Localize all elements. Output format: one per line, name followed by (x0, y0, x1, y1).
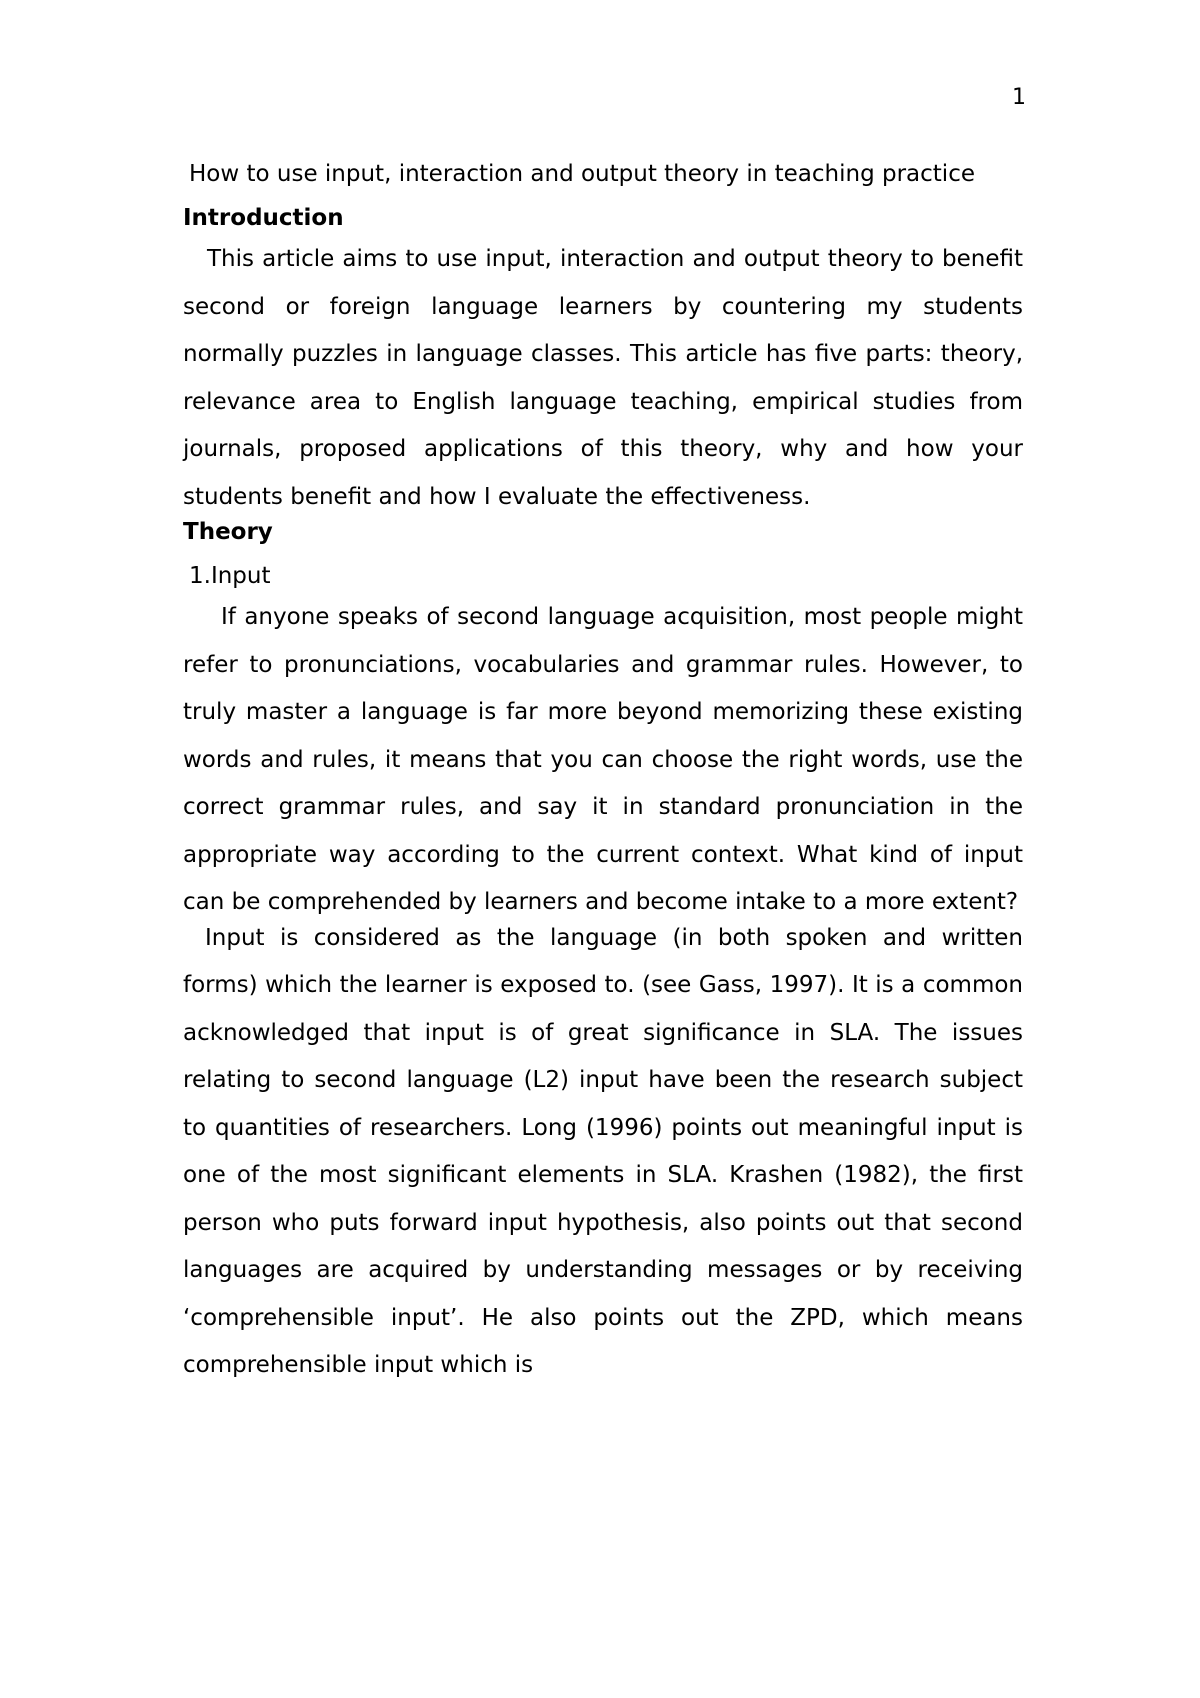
page-number: 1 (1012, 85, 1026, 110)
document-body (183, 160, 1023, 1387)
input-paragraph-1: If anyone speaks of second language acquisition, most people might refer to pronunciations, vocabularies and grammar rules. However, to truly master a language is far more beyond memorizing these existing words and rules, it means that you can choose the right words, use the correct grammar rules, and say it in standard pronunciation in the appropriate way according to the current context. What kind of input can be comprehended by learners and become intake to a more extent? (183, 604, 1023, 915)
theory-heading: Theory (183, 519, 273, 545)
input-paragraph-2: Input is considered as the language (in both spoken and written forms) which the learner is exposed to. (see Gass, 1997). It is a common acknowledged that input is of great significance in SLA. The issues relating to second language (L2) input have been the research subject to quantities of researchers. Long (1996) points out meaningful input is one of the most significant elements in SLA. Krashen (1982), the first person who puts forward input hypothesis, also points out that second languages are acquired by understanding messages or by receiving ‘comprehensible input’. He also points out the ZPD, which means comprehensible input which is (183, 924, 1023, 1378)
introduction-paragraph: This article aims to use input, interaction and output theory to benefit second or foreign language learners by countering my students normally puzzles in language classes. This article has five parts: theory, relevance area to English language teaching, empirical studies from journals, proposed applications of this theory, why and how your students benefit and how I evaluate the effectiveness. (183, 246, 1023, 510)
input-subheading: 1.Input (189, 563, 271, 589)
introduction-heading: Introduction (183, 205, 344, 231)
document-title: How to use input, interaction and output theory in teaching practice (189, 161, 975, 187)
